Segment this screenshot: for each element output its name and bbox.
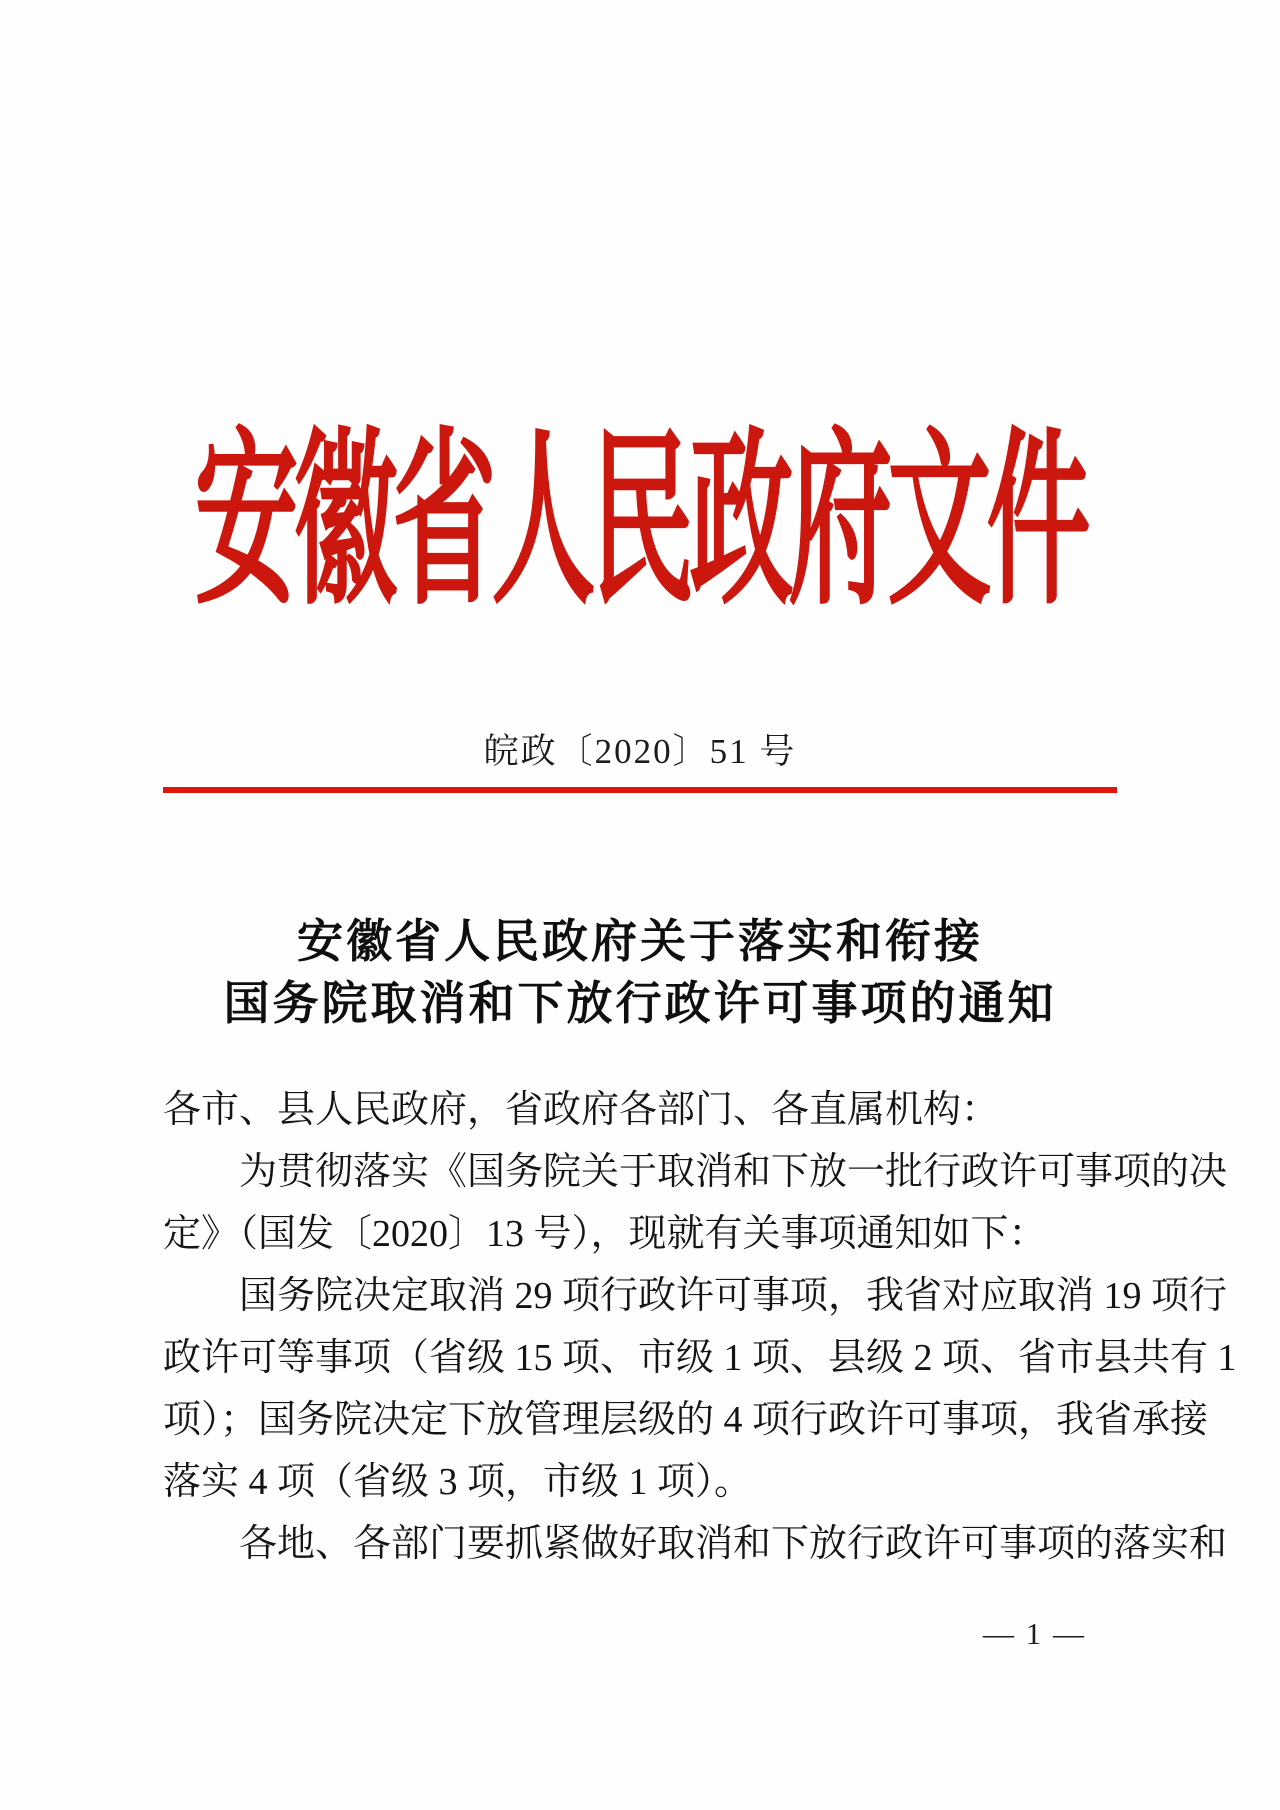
body-line: 各市、县人民政府，省政府各部门、各直属机构： (163, 1089, 1000, 1131)
document-title-line-1: 安徽省人民政府关于落实和衔接 (297, 915, 983, 967)
body-line: 各地、各部门要抓紧做好取消和下放行政许可事项的落实和 (239, 1523, 1228, 1565)
letterhead-banner (0, 418, 1280, 628)
document-title (0, 910, 1280, 1034)
letterhead-banner-text: 安徽省人民政府文件 (194, 418, 1086, 628)
body-line: 政许可等事项（省级 15 项、市级 1 项、县级 2 项、省市县共有 1 (163, 1337, 1237, 1379)
body-line: 项）；国务院决定下放管理层级的 4 项行政许可事项，我省承接 (163, 1399, 1209, 1441)
body-line: 定》（国发〔2020〕13 号），现就有关事项通知如下： (163, 1213, 1047, 1255)
body-line: 国务院决定取消 29 项行政许可事项，我省对应取消 19 项行 (239, 1275, 1228, 1317)
body-line: 落实 4 项（省级 3 项，市级 1 项）。 (163, 1461, 753, 1503)
page-number: — 1 — (983, 1616, 1086, 1651)
red-divider-rule (163, 787, 1117, 793)
document-title-line-2: 国务院取消和下放行政许可事项的通知 (223, 977, 1057, 1029)
body-line: 为贯彻落实《国务院关于取消和下放一批行政许可事项的决 (239, 1151, 1228, 1193)
document-number: 皖政〔2020〕51 号 (483, 732, 797, 771)
document-body (163, 1079, 1237, 1575)
